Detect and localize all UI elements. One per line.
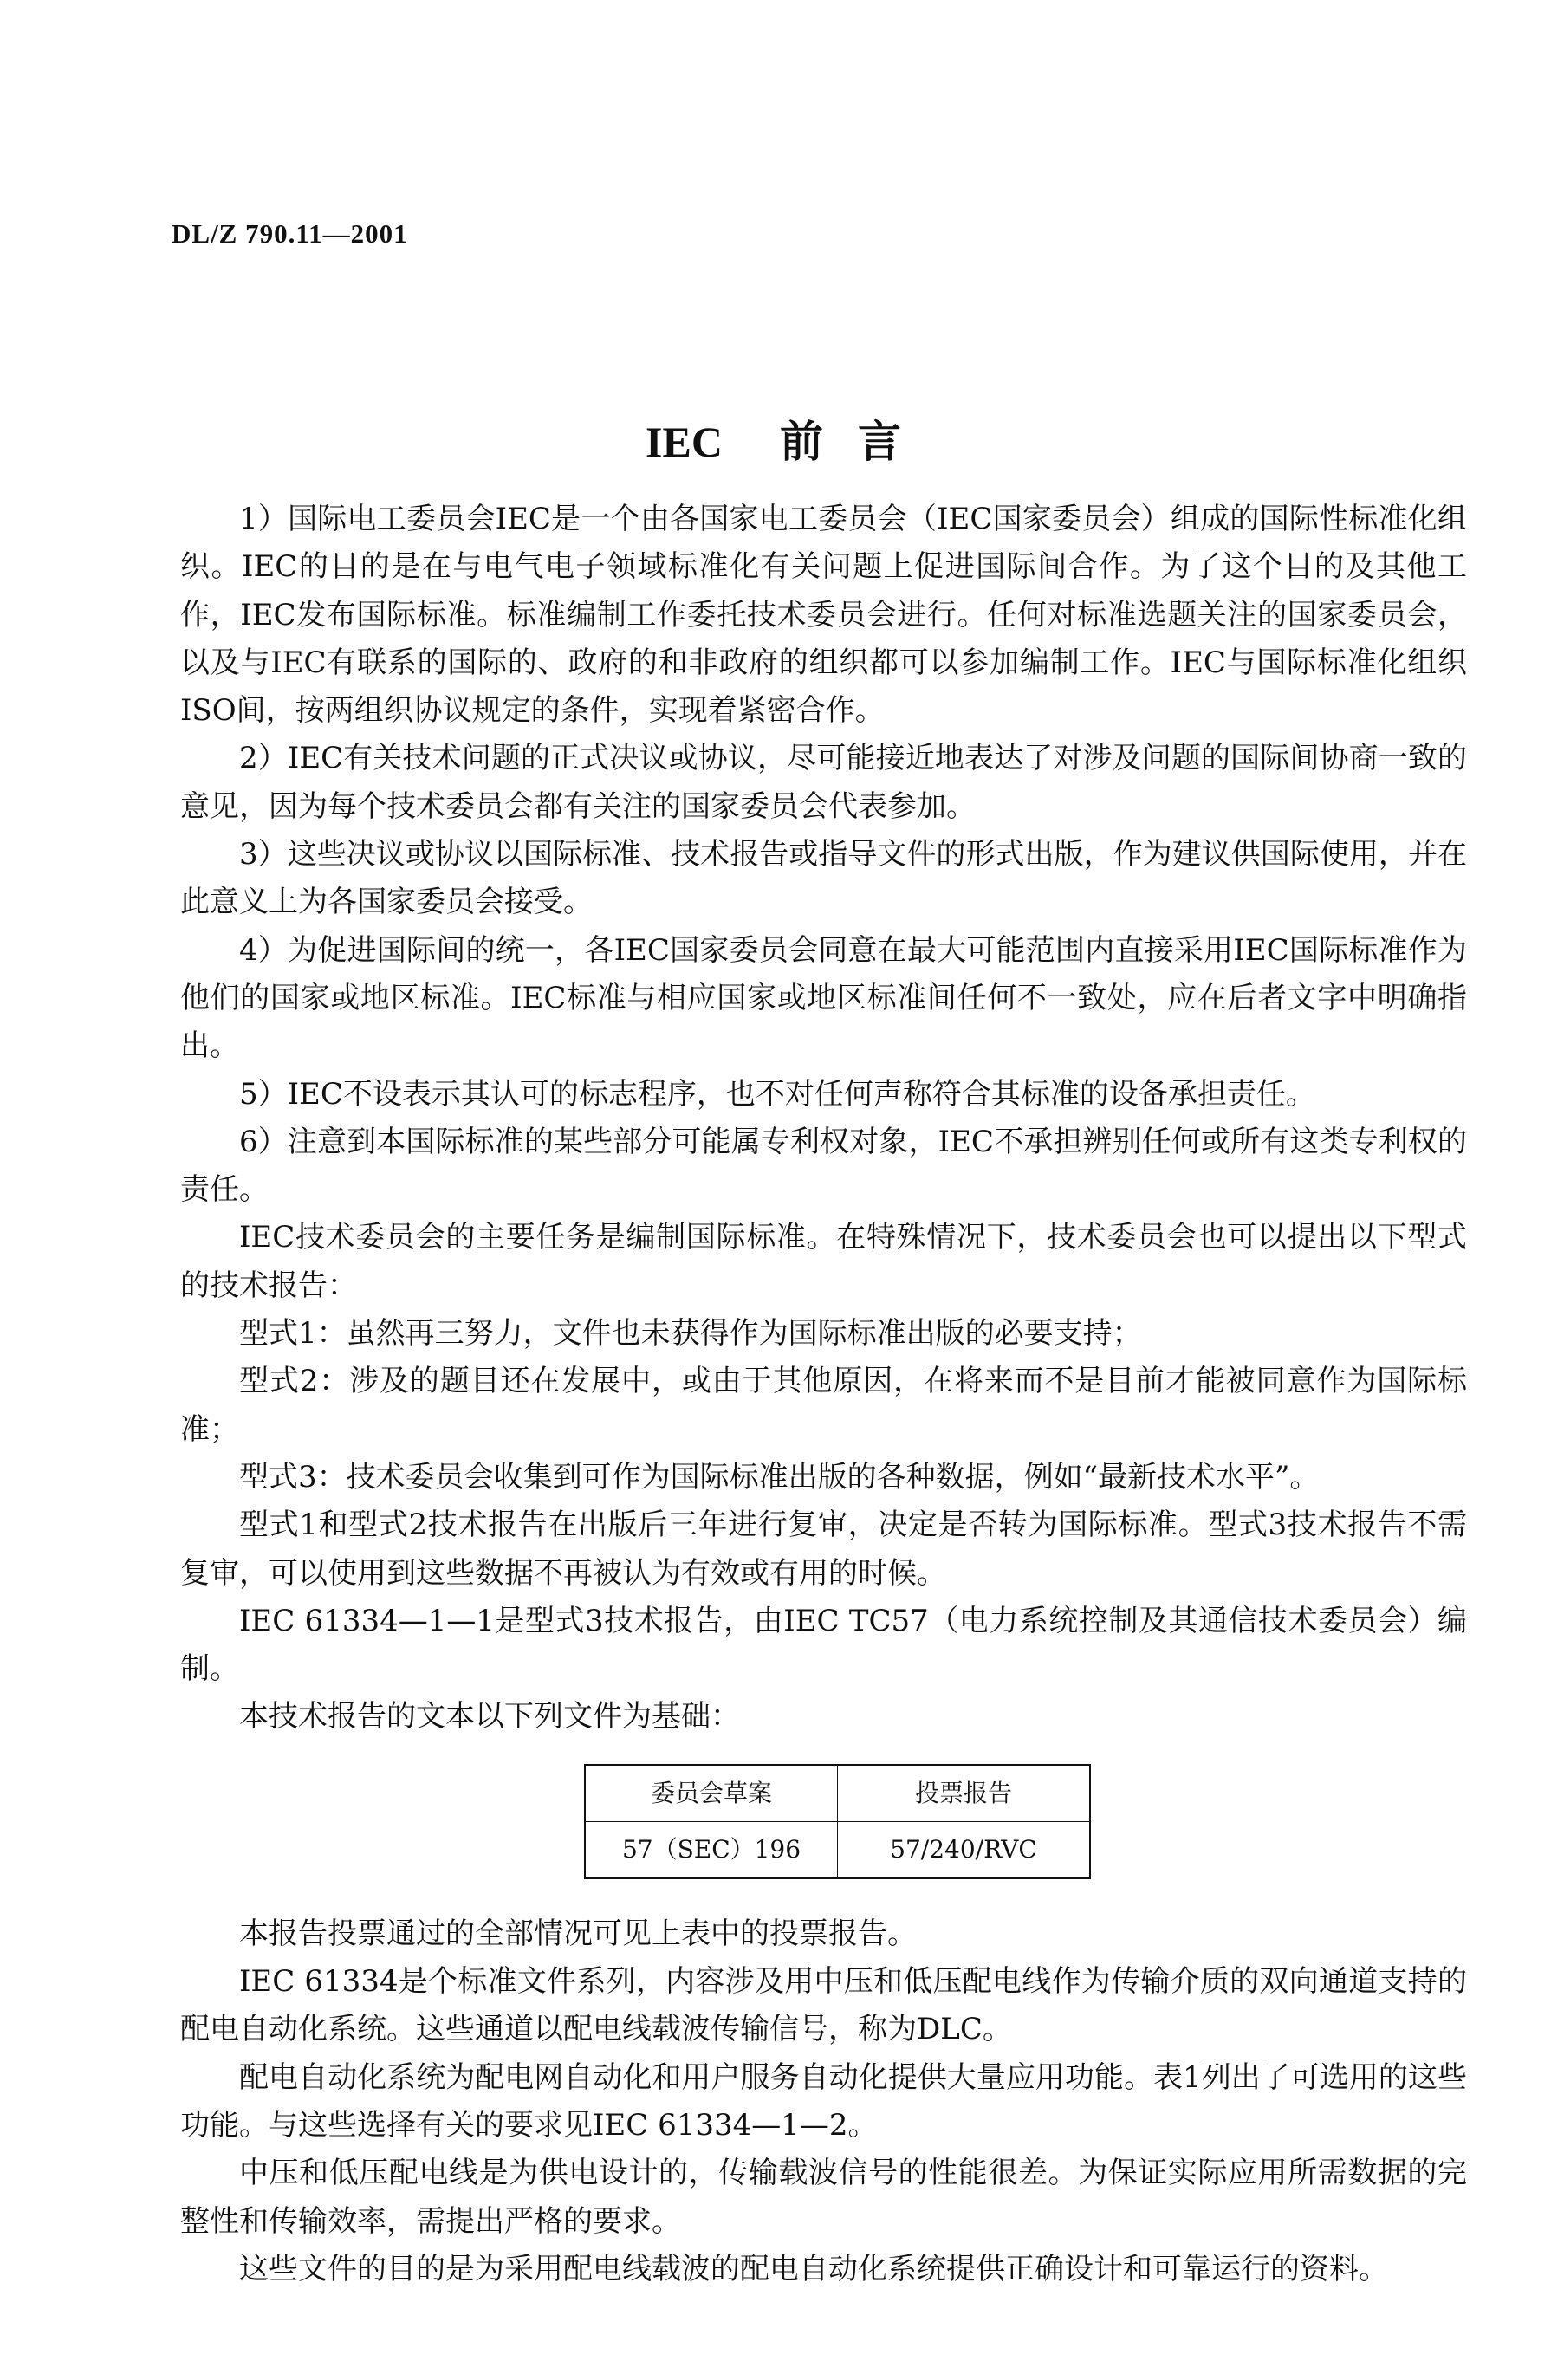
table-header-voting-report: 投票报告: [838, 1765, 1091, 1822]
paragraph-type-2: 型式2：涉及的题目还在发展中，或由于其他原因，在将来而不是目前才能被同意作为国际标准；: [180, 1364, 1467, 1447]
paragraph-clause-2: 2）IEC有关技术问题的正式决议或协议，尽可能接近地表达了对涉及问题的国际间协商一致的意见，因为每个技术委员会都有关注的国家委员会代表参加。: [180, 741, 1467, 824]
paragraph-clause-3: 3）这些决议或协议以国际标准、技术报告或指导文件的形式出版，作为建议供国际使用，并在此意义上为各国家委员会接受。: [180, 837, 1467, 920]
table-row: [585, 1821, 1090, 1878]
document-body: [180, 496, 1467, 2293]
paragraph-voting-note: 本报告投票通过的全部情况可见上表中的投票报告。: [239, 1916, 917, 1951]
paragraph-purpose: 这些文件的目的是为采用配电线载波的配电自动化系统提供正确设计和可靠运行的资料。: [239, 2251, 1388, 2286]
paragraph-functions: 配电自动化系统为配电网自动化和用户服务自动化提供大量应用功能。表1列出了可选用的这些功能。与这些选择有关的要求见IEC 61334—1—2。: [180, 2059, 1467, 2143]
table-cell-voting-report: 57/240/RVC: [838, 1821, 1091, 1878]
page-title: [0, 407, 1564, 470]
table-cell-committee-draft: 57（SEC）196: [585, 1821, 838, 1878]
paragraph-tc57: IEC 61334—1—1是型式3技术报告，由IEC TC57（电力系统控制及其通信技术委员会）编制。: [180, 1603, 1467, 1687]
page-title-char-2: 言: [857, 416, 901, 467]
paragraph-clause-5: 5）IEC不设表示其认可的标志程序，也不对任何声称符合其标准的设备承担责任。: [239, 1076, 1315, 1112]
voting-table-wrapper: [180, 1741, 1467, 1910]
paragraph-clause-4: 4）为促进国际间的统一，各IEC国家委员会同意在最大可能范围内直接采用IEC国际标准作为他们的国家或地区标准。IEC标准与相应国家或地区标准间任何不一致处，应在后者文字中明确指出。: [180, 932, 1467, 1064]
paragraph-tc-tasks: IEC技术委员会的主要任务是编制国际标准。在特殊情况下，技术委员会也可以提出以下型式的技术报告：: [180, 1220, 1467, 1303]
page-title-char-1: 前: [779, 416, 823, 467]
paragraph-requirements: 中压和低压配电线是为供电设计的，传输载波信号的性能很差。为保证实际应用所需数据的完整性和传输效率，需提出严格的要求。: [180, 2156, 1467, 2239]
voting-table: [584, 1764, 1091, 1879]
paragraph-type-3: 型式3：技术委员会收集到可作为国际标准出版的各种数据，例如“最新技术水平”。: [239, 1459, 1320, 1495]
document-number: DL/Z 790.11—2001: [172, 218, 408, 249]
paragraph-review: 型式1和型式2技术报告在出版后三年进行复审，决定是否转为国际标准。型式3技术报告不需复审，可以使用到这些数据不再被认为有效或有用的时候。: [180, 1508, 1467, 1591]
paragraph-clause-6: 6）注意到本国际标准的某些部分可能属专利权对象，IEC不承担辨别任何或所有这类专利权的责任。: [180, 1124, 1467, 1208]
paragraph-clause-1: 1）国际电工委员会IEC是一个由各国家电工委员会（IEC国家委员会）组成的国际性标准化组织。IEC的目的是在与电气电子领域标准化有关问题上促进国际间合作。为了这个目的及其他工作，IEC发布国际标准。标准编制工作委托技术委员会进行。任何对标准选题关注的国家委员会，以及与IEC有联系的国际的、政府的和非政府的组织都可以参加编制工作。IEC与国际标准化组织ISO间，按两组织协议规定的条件，实现着紧密合作。: [180, 502, 1467, 729]
page-title-iec: IEC: [646, 418, 723, 466]
table-header-row: [585, 1765, 1090, 1822]
paragraph-type-1: 型式1：虽然再三努力，文件也未获得作为国际标准出版的必要支持；: [239, 1316, 1142, 1352]
table-header-committee-draft: 委员会草案: [585, 1765, 838, 1822]
paragraph-series: IEC 61334是个标准文件系列，内容涉及用中压和低压配电线作为传输介质的双向通道支持的配电自动化系统。这些通道以配电线载波传输信号，称为DLC。: [180, 1964, 1467, 2047]
paragraph-basis: 本技术报告的文本以下列文件为基础：: [239, 1699, 740, 1735]
